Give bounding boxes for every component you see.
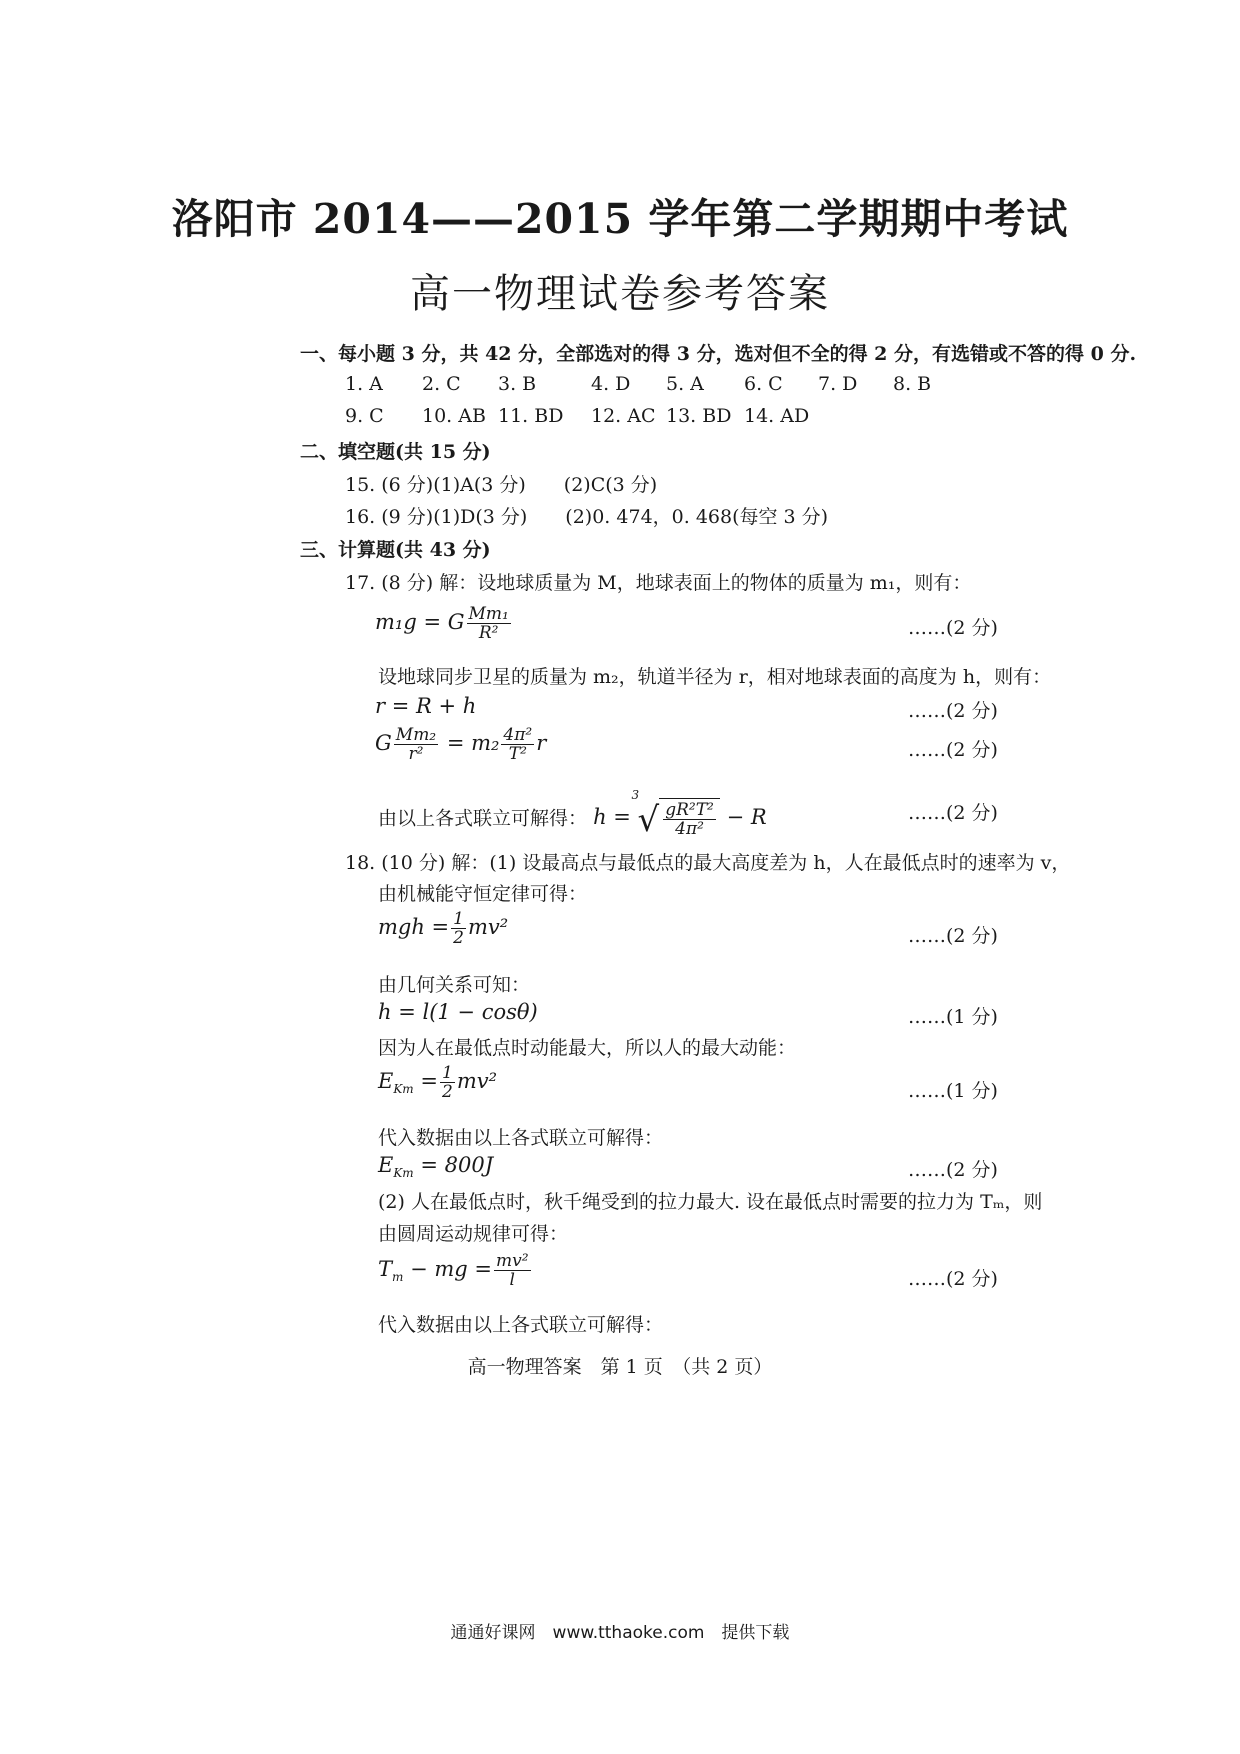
mc-answer: 11. BD	[498, 405, 564, 427]
q18-equation-4: $E_{Km} = 800J$	[378, 1153, 494, 1181]
q18-text-7: 代入数据由以上各式联立可解得：	[378, 1314, 664, 1336]
score-label: ……(2 分)	[908, 1159, 998, 1181]
mc-answer: 9. C	[345, 405, 384, 427]
mc-answer: 8. B	[893, 373, 932, 395]
mc-answer: 4. D	[591, 373, 631, 395]
score-label: ……(2 分)	[908, 925, 998, 947]
mc-answer: 2. C	[422, 373, 461, 395]
download-credit: 通通好课网 www.tthaoke.com 提供下载	[450, 1623, 790, 1643]
section1-heading: 一、每小题 3 分，共 42 分，全部选对的得 3 分，选对但不全的得 2 分，有选错或不答的得 0 分.	[300, 343, 1137, 365]
q17-intro: 17. (8 分) 解：设地球质量为 M，地球表面上的物体的质量为 m₁，则有：	[345, 572, 972, 594]
mc-answer: 10. AB	[422, 405, 486, 427]
score-label: ……(1 分)	[908, 1080, 998, 1102]
q18-text-6: 由圆周运动规律可得：	[378, 1223, 569, 1245]
score-label: ……(2 分)	[908, 617, 998, 639]
q17-equation-3: G $\frac{\text{Mm₂}}{\text{r²}}$ = m₂ $\frac{\text{4π²}}{\text{T²}}$ r	[375, 725, 547, 764]
mc-answer: 12. AC	[591, 405, 656, 427]
page-footer: 高一物理答案 第 1 页 （共 2 页）	[467, 1356, 773, 1378]
section3-heading: 三、计算题(共 43 分)	[300, 539, 491, 561]
q17-text-2: 设地球同步卫星的质量为 m₂，轨道半径为 r，相对地球表面的高度为 h，则有：	[378, 666, 1052, 688]
q18-equation-2: h = l(1 − cosθ)	[378, 1000, 538, 1024]
q18-intro: 18. (10 分) 解：(1) 设最高点与最低点的最大高度差为 h，人在最低点时的速率为 v，	[345, 852, 1071, 874]
q18-equation-3: $E_{Km}$ = $\frac{1}{2}$ mv²	[378, 1063, 498, 1102]
score-label: ……(2 分)	[908, 700, 998, 722]
mc-answer: 14. AD	[744, 405, 810, 427]
mc-answer: 1. A	[345, 373, 383, 395]
mc-answer: 13. BD	[666, 405, 732, 427]
q17-equation-1: m₁g = G $\frac{\text{Mm₁}}{\text{R²}}$	[375, 604, 509, 643]
q17-equation-4: h = 3 √ $\frac{\text{gR²T²}}{\text{4π²}}$ − R	[593, 788, 767, 840]
score-label: ……(2 分)	[908, 802, 998, 824]
answer-line-q15: 15. (6 分)(1)A(3 分) (2)C(3 分)	[345, 474, 658, 496]
mc-answer: 6. C	[744, 373, 783, 395]
q18-equation-1: mgh = $\frac{1}{2}$ mv²	[378, 909, 509, 948]
score-label: ……(2 分)	[908, 739, 998, 761]
answer-line-q16: 16. (9 分)(1)D(3 分) (2)0. 474，0. 468(每空 3 分)	[345, 506, 829, 528]
q18-text-3: 因为人在最低点时动能最大，所以人的最大动能：	[378, 1037, 797, 1059]
page-subtitle: 高一物理试卷参考答案	[410, 271, 830, 317]
q18-intro-2: 由机械能守恒定律可得：	[378, 883, 588, 905]
q17-equation-2: r = R + h	[375, 694, 477, 718]
section2-heading: 二、填空题(共 15 分)	[300, 441, 491, 463]
q18-text-5: (2) 人在最低点时，秋千绳受到的拉力最大. 设在最低点时需要的拉力为 Tₘ，则	[378, 1191, 1043, 1213]
page-title: 洛阳市 2014——2015 学年第二学期期中考试	[171, 195, 1069, 243]
mc-answer: 3. B	[498, 373, 537, 395]
mc-answer: 5. A	[666, 373, 704, 395]
q17-text-4: 由以上各式联立可解得： h = 3 √ $\frac{\text{gR²T²}}{\text{4π²}}$ − R	[378, 788, 767, 840]
q18-text-4: 代入数据由以上各式联立可解得：	[378, 1127, 664, 1149]
score-label: ……(2 分)	[908, 1268, 998, 1290]
q18-text-2: 由几何关系可知：	[378, 974, 531, 996]
mc-answer: 7. D	[818, 373, 858, 395]
q18-equation-5: $T_m$ − mg = $\frac{\text{mv²}}{l}$	[378, 1251, 529, 1290]
score-label: ……(1 分)	[908, 1006, 998, 1028]
